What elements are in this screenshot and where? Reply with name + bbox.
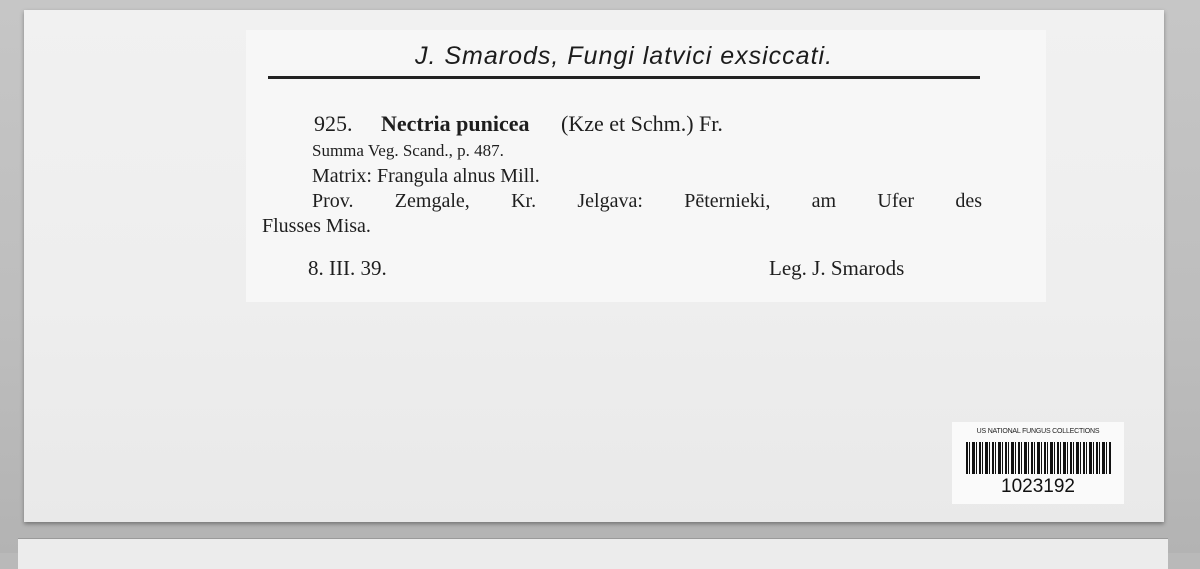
underlying-sheet-edge <box>18 538 1168 569</box>
literature-reference: Summa Veg. Scand., p. 487. <box>312 141 504 160</box>
collector: Leg. J. Smarods <box>769 256 905 280</box>
series-title: J. Smarods, Fungi latvici exsiccati. <box>414 42 834 70</box>
taxon-author: (Kze et Schm.) Fr. <box>561 111 723 136</box>
barcode-number: 1023192 <box>1001 476 1075 497</box>
barcode-header: US NATIONAL FUNGUS COLLECTIONS <box>976 428 1100 435</box>
matrix-line: Matrix: Frangula alnus Mill. <box>312 165 540 187</box>
taxon-name: Nectria puniceа <box>381 111 530 136</box>
title-rule <box>268 76 980 79</box>
barcode-label <box>952 422 1124 504</box>
specimen-number: 925. <box>314 111 353 136</box>
locality-line-2: Flusses Misa. <box>262 215 371 237</box>
collection-date: 8. III. 39. <box>308 256 387 280</box>
locality-line-1: Prov. Zemgale, Kr. Jelgava: Pēternieki, am Ufer des <box>312 190 982 212</box>
barcode-icon <box>966 442 1112 474</box>
specimen-label-card <box>24 10 1164 522</box>
